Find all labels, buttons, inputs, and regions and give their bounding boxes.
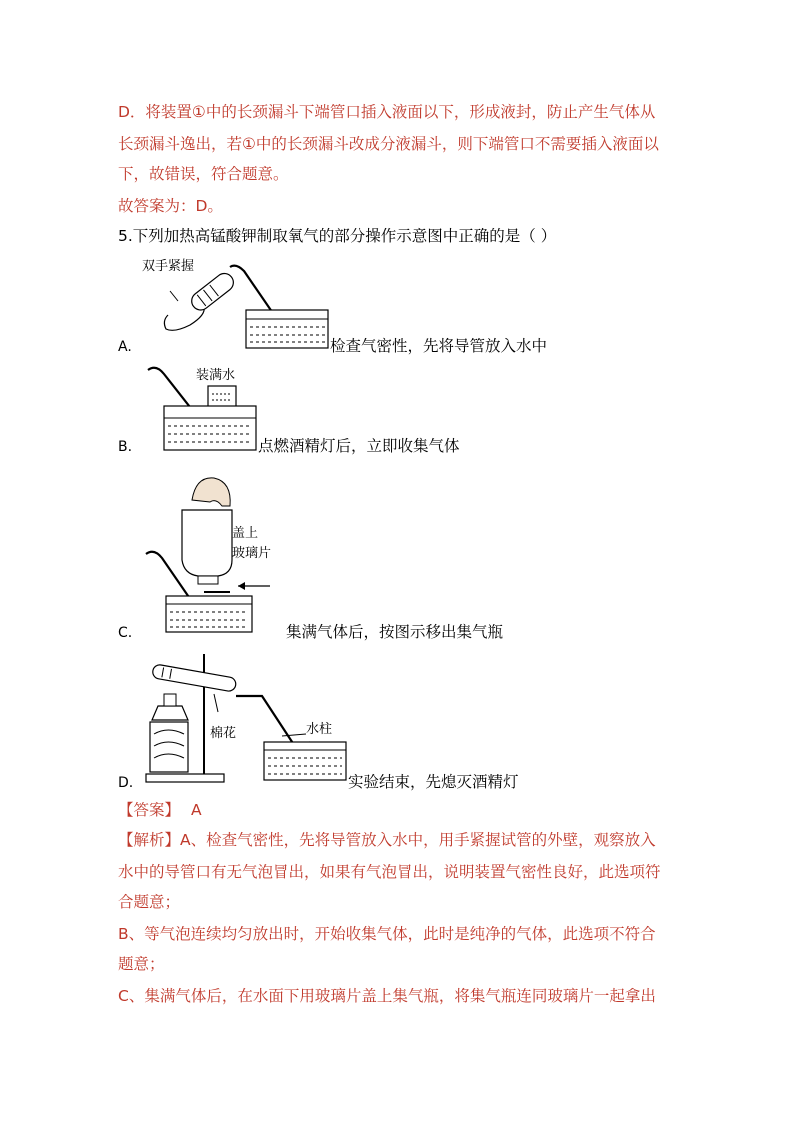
wood-block-icon	[150, 722, 188, 772]
question-stem: 5.下列加热高锰酸钾制取氧气的部分操作示意图中正确的是（ ）	[118, 227, 557, 245]
analysis-line5: 题意；	[118, 955, 165, 973]
option-b-letter: B.	[118, 439, 133, 455]
gas-bottle-icon	[182, 510, 232, 576]
option-c-figure	[140, 470, 280, 640]
option-c-caption: 集满气体后，按图示移出集气瓶	[286, 623, 504, 641]
answer-value: A	[190, 801, 202, 819]
option-c-label1: 盖上	[232, 526, 259, 541]
option-d-label2: 水柱	[306, 722, 333, 737]
option-d-caption: 实验结束，先熄灭酒精灯	[348, 773, 519, 791]
option-c-label2: 玻璃片	[232, 546, 272, 561]
option-d-label1: 棉花	[210, 726, 237, 741]
option-a-figure	[150, 255, 340, 355]
option-a-caption: 检查气密性，先将导管放入水中	[330, 337, 548, 355]
analysis-line4: B、等气泡连续均匀放出时，开始收集气体，此时是纯净的气体，此选项不符合	[118, 925, 656, 943]
hand-icon	[164, 307, 204, 330]
option-b-label: 装满水	[196, 368, 236, 383]
option-b-caption: 点燃酒精灯后，立即收集气体	[258, 437, 460, 455]
answer-tag: 【答案】	[118, 801, 181, 819]
analysis-line1: 【解析】A、检查气密性，先将导管放入水中，用手紧握试管的外壁，观察放入	[118, 831, 656, 849]
option-d-letter: D.	[118, 775, 134, 791]
option-a-label: 双手紧握	[142, 259, 195, 274]
alcohol-lamp-icon	[152, 706, 188, 720]
label-pointer	[170, 291, 178, 301]
explanation-d-line3: 下，故错误，符合题意。	[118, 165, 289, 183]
option-d-figure	[140, 650, 350, 790]
analysis-tag: 【解析】	[118, 831, 181, 849]
analysis-line2: 水中的导管口有无气泡冒出，如果有气泡冒出，说明装置气密性良好，此选项符	[118, 863, 661, 881]
test-tube-icon	[188, 270, 237, 314]
answer-row	[118, 800, 202, 820]
water-trough-icon	[164, 406, 256, 450]
analysis-line3: 合题意；	[118, 893, 181, 911]
analysis-line6: C、集满气体后，在水面下用玻璃片盖上集气瓶，将集气瓶连同玻璃片一起拿出	[118, 987, 656, 1005]
option-a-letter: A.	[118, 339, 132, 355]
explanation-d-line2: 长颈漏斗逸出，若①中的长颈漏斗改成分液漏斗，则下端管口不需要插入液面以	[118, 135, 659, 153]
test-tube-icon	[152, 664, 237, 692]
hand-icon	[192, 478, 230, 506]
option-b-figure	[140, 362, 260, 457]
option-c-letter: C.	[118, 625, 133, 641]
explanation-d-line1: D．将装置①中的长颈漏斗下端管口插入液面以下，形成液封，防止产生气体从	[118, 103, 656, 121]
gas-bottle-icon	[208, 386, 236, 408]
previous-answer: 故答案为：D。	[118, 197, 223, 215]
